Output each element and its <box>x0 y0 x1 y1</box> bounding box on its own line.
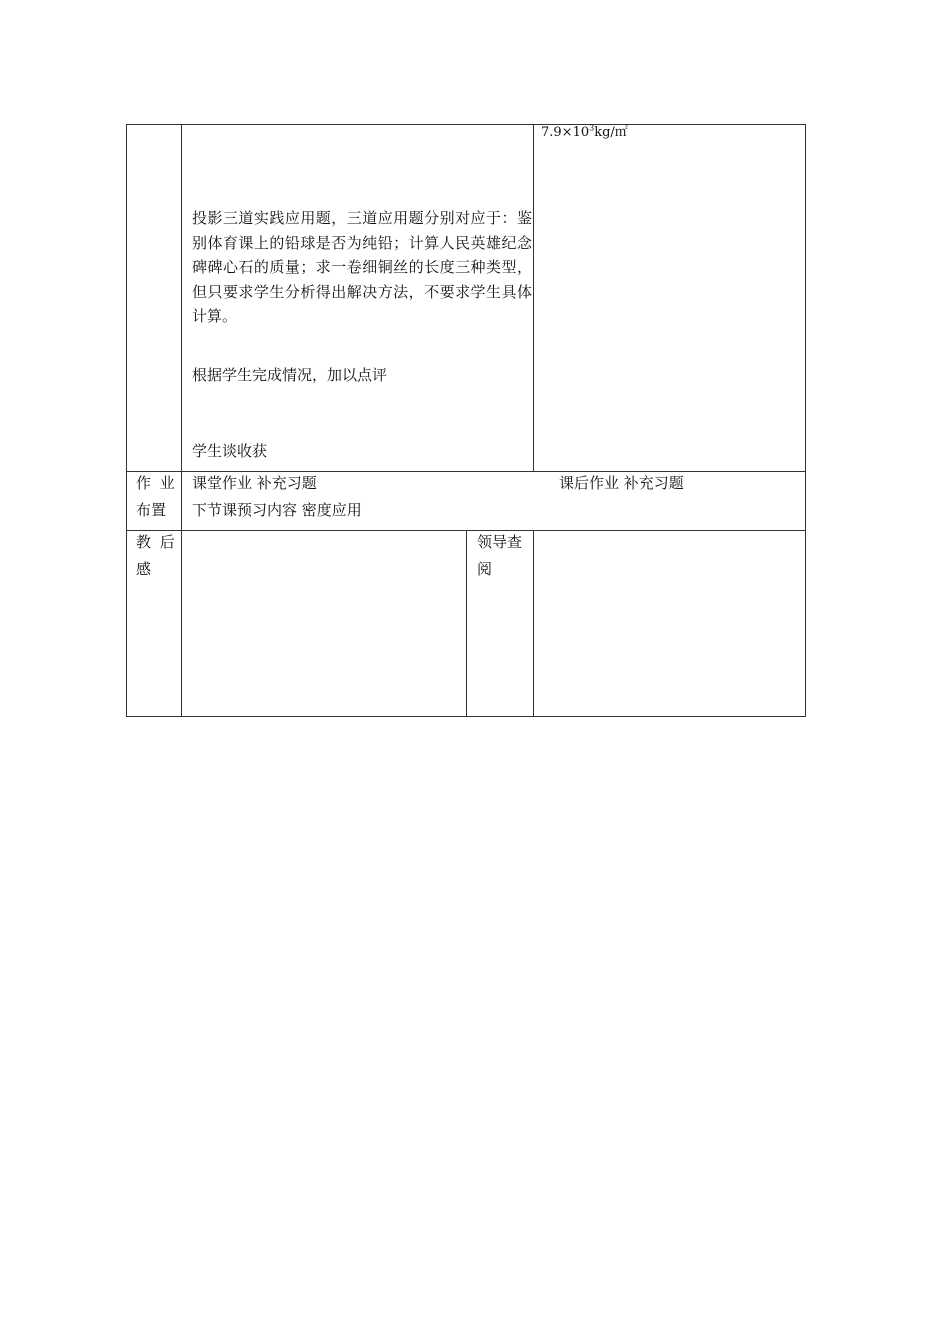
preview-content-text: 下节课预习内容 密度应用 <box>192 501 362 519</box>
top-right-column-divider <box>533 124 534 472</box>
review-label-right-divider <box>533 530 534 717</box>
after-class-homework-text: 课后作业 补充习题 <box>559 474 684 492</box>
table-border-top <box>126 124 806 125</box>
reflection-label-line1: 教 后 <box>136 533 177 551</box>
row-divider-1 <box>126 471 806 472</box>
student-harvest-text: 学生谈收获 <box>192 442 268 460</box>
leader-review-label-line1: 领导查 <box>477 533 523 551</box>
review-label-left-divider <box>466 530 467 717</box>
density-formula: $7.9\times 10^3kg/㎡$ <box>541 123 628 140</box>
homework-label-line1: 作 业 <box>136 474 177 492</box>
class-homework-text: 课堂作业 补充习题 <box>192 474 317 492</box>
leader-review-label-line2: 阅 <box>477 560 493 578</box>
table-border-right <box>805 124 806 717</box>
reflection-label-line2: 感 <box>136 560 152 578</box>
teacher-comment-text: 根据学生完成情况，加以点评 <box>192 366 388 384</box>
label-column-divider <box>181 124 182 717</box>
homework-label-line2: 布置 <box>136 501 167 519</box>
table-border-left <box>126 124 127 717</box>
application-problems-paragraph: 投影三道实践应用题，三道应用题分别对应于：鉴别体育课上的铅球是否为纯铅；计算人民英雄纪念碑碑心石的质量；求一卷细铜丝的长度三种类型，但只要求学生分析得出解决方法，不要求学生具体计算。 <box>192 209 532 325</box>
